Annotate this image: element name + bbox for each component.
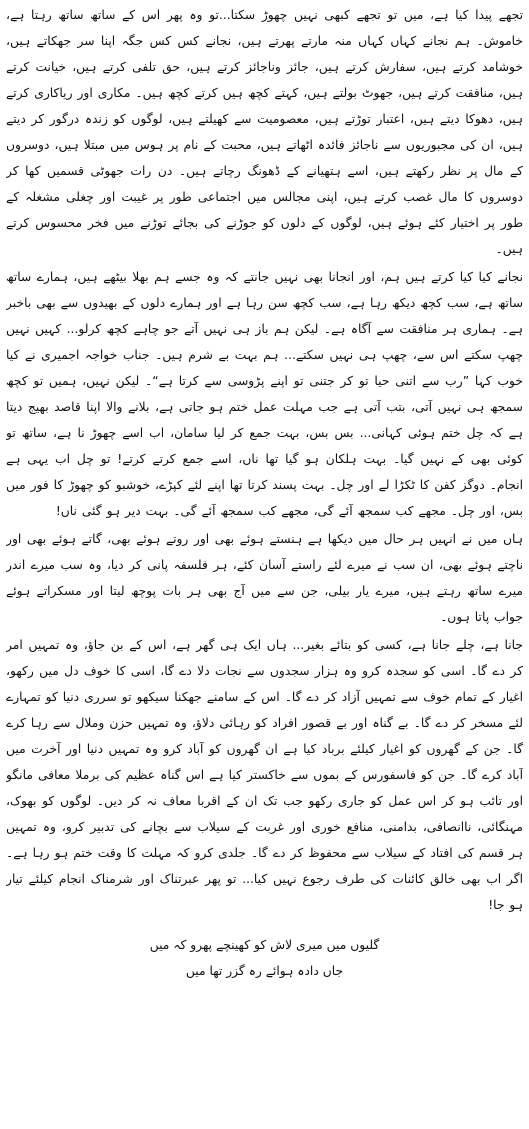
verse-line-2: جاں دادہ ہوائے رہ گزر تھا میں: [185, 964, 344, 978]
paragraph-1: تجھے پیدا کیا ہے، میں تو تجھے کبھی نہیں چھوڑ سکتا...تو وہ پھر اس کے ساتھ ساتھ رہتا ہے، خاموش۔ ہم نجانے کہاں کہاں منہ مارتے پھرتے ہیں، نجانے کس کس جگہ اپنا سر جھکاتے ہیں، خوشامد کرتے ہیں، سفارش کرتے ہیں، جائز وناجائز کرتے ہیں، حق تلفی کرتے ہیں، خیانت کرتے ہیں، منافقت کرتے ہیں، جھوٹ بولتے ہیں، کہتے کچھ ہیں کرتے کچھ ہیں۔ مکاری اور ریاکاری کرتے ہیں، دھوکا دیتے ہیں، اعتبار توڑتے ہیں، معصومیت سے کھیلتے ہیں، لوگوں کو زندہ درگور کر دیتے ہیں، ان کی مجبوریوں سے ناجائز فائدہ اٹھاتے ہیں، محبت کے نام پر ہوس میں مبتلا ہیں، دوسروں کے مال پر نظر رکھتے ہیں، اسے ہتھیانے کے ڈھونگ رچاتے ہیں۔ دن رات جھوٹی قسمیں کھا کر دوسروں کا مال غصب کرتے ہیں، اپنی مجالس میں اجتماعی طور پر غیبت اور چغلی مشغلہ کے طور پر اختیار کئے ہوئے ہیں، لوگوں کے دلوں کو جوڑنے کی بجائے توڑنے میں فخر محسوس کرتے ہیں۔: [6, 8, 523, 256]
paragraph-3: ہاں میں نے انہیں ہر حال میں دیکھا ہے ہنستے ہوئے بھی اور روتے ہوئے بھی، گاتے ہوئے بھی اور ناچتے ہوئے بھی، ان سب نے میرے لئے راستے آسان کئے، ہر فلسفہ پانی کر دیا، وہ سب میرے اندر میرے ساتھ رہتے ہیں، میرے یار بیلی، جن سے میں آج بھی ہر بات پوچھ لیتا اور مسکراتے ہوئے جواب پاتا ہوں۔: [6, 532, 523, 624]
verse-line-1: گلیوں میں میری لاش کو کھینچے پھرو کہ میں: [149, 938, 380, 952]
closing-verse: [6, 932, 523, 984]
article-page: [6, 2, 523, 1126]
paragraph-2: نجانے کیا کیا کرتے ہیں ہم، اور انجانا بھی نہیں جانتے کہ وہ جسے ہم بھلا بیٹھے ہیں، ہمارے ساتھ ساتھ ہے، سب کچھ دیکھ رہا ہے، سب کچھ سن رہا ہے اور ہمارے دلوں کے بھیدوں سے بھی باخبر ہے۔ ہماری ہر منافقت سے آگاہ ہے۔ لیکن ہم باز ہی نہیں آتے جو چاہے کچھ کرلو... کہیں نہیں چھپ سکتے اس سے، چھپ ہی نہیں سکتے... ہم بہت بے شرم ہیں۔ جناب خواجہ اجمیری نے کیا خوب کہا ”رب سے اتنی حیا تو کر جتنی تو اپنے پڑوسی سے کرتا ہے“۔ لیکن نہیں، ہمیں تو کچھ سمجھ ہی نہیں آتی، بتب آتی ہے جب مہلت عمل ختم ہو جاتی ہے، بلانے والا اپنا قاصد بھیج دیتا ہے کہ چل ختم ہوئی کہانی... بس بس، بہت جمع کر لیا سامان، اب اسے چھوڑ نا ہے، ساتھ تو کوئی بھی کے نہیں گیا۔ بہت ہلکان ہو گیا تھا ناں، اسے جمع کرتے کرتے! تو چل اب یہی ہے انجام۔ دوگز کفن کا ٹکڑا لے اور چل۔ بہت پسند کرتا تھا اپنے لئے کپڑے، خوشبو کو چھوڑ کا فور میں بس، اور چل۔ مجھے کب سمجھ آئے گی، مجھے کب سمجھ آئے گی۔ بہت دیر ہو گئی ناں!: [6, 270, 523, 518]
paragraph-4: جانا ہے، چلے جانا ہے، کسی کو بتائے بغیر... ہاں ایک ہی گھر ہے، اس کے بن جاؤ، وہ تمہیں امر کر دے گا۔ اسی کو سجدہ کرو وہ ہزار سجدوں سے نجات دلا دے گا، اسی کا خوف دل میں رکھو، اغیار کے تمام خوف سے تمہیں آزاد کر دے گا۔ اس کے سامنے جھکنا سیکھو تو سرری دنیا کو تمہارے لئے مسخر کر دے گا۔ بے گناہ اور بے قصور افراد کو رہائی دلاؤ، وہ تمہیں حزن وملال سے رہا کرے گا۔ جن کے گھروں کو اغیار کیلئے برباد کیا ہے ان گھروں کو آباد کرو وہ تمہیں دنیا اور آخرت میں آباد کرے گا۔ جن کو فاسفورس کے بموں سے خاکستر کیا ہے اس گناہ عظیم کی برملا معافی مانگو اور تائب ہو کر اس عمل کو جاری رکھو جب تک ان کے اقربا معاف نہ کر دیں۔ لوگوں کو بھوک، مہنگائی، ناانصافی، بدامنی، منافع خوری اور غربت کے سیلاب سے بچانے کی تدبیر کرو، وہ تمہیں ہر قسم کی افتاد کے سیلاب سے محفوظ کر دے گا۔ جلدی کرو کہ مہلت کا وقت ختم ہو رہا ہے۔ اگر اب بھی خالق کائنات کی طرف رجوع نہیں کیا... تو پھر عبرتناک اور شرمناک انجام کیلئے تیار ہو جا!: [6, 638, 523, 912]
